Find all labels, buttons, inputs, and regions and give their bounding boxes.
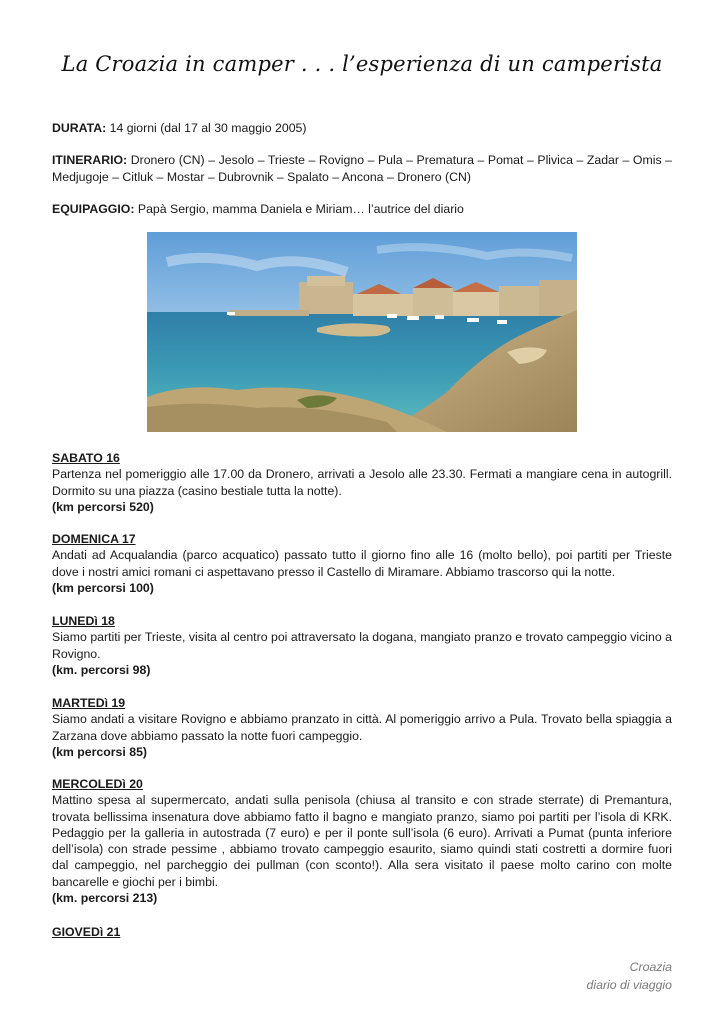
durata-value: 14 giorni (dal 17 al 30 maggio 2005) — [109, 121, 307, 135]
day-text: Partenza nel pomeriggio alle 17.00 da Dronero, arrivati a Jesolo alle 23.30. Fermati a mangiare cena in autogrill. Dormito su una piazza (casino bestiale tutta la notte). — [52, 467, 672, 498]
equipaggio-line — [52, 201, 672, 218]
equipaggio-label: EQUIPAGGIO: — [52, 202, 135, 216]
day-text: Siamo partiti per Trieste, visita al centro poi attraversato la dogana, mangiato pranzo e trovato campeggio vicino a Rovigno. — [52, 630, 672, 661]
durata-line — [52, 120, 672, 137]
km-traveled: (km. percorsi 213) — [52, 891, 158, 906]
day-heading: LUNEDì 18 — [52, 614, 115, 628]
durata-label: DURATA: — [52, 121, 107, 135]
page-title: La Croazia in camper . . . l’esperienza di un camperista — [61, 52, 663, 76]
equipaggio-value: Papà Sergio, mamma Daniela e Miriam… l’autrice del diario — [137, 202, 464, 216]
km-traveled: (km percorsi 520) — [52, 499, 154, 514]
dubrovnik-harbor-photo — [147, 232, 577, 432]
day-text: Andati ad Acqualandia (parco acquatico) passato tutto il giorno fino alle 16 (molto bello), poi partiti per Trieste dove i nostri amici romani ci aspettavano presso il Castello di Miramare. Abbiamo trascorso qui la notte. — [52, 548, 672, 579]
itinerario-value: Dronero (CN) – Jesolo – Trieste – Rovigno – Pula – Prematura – Pomat – Plivica – Zadar – Omis – Medjugoje – Citluk – Mostar – Dubrovnik – Spalato – Ancona – Dronero (CN) — [52, 153, 672, 184]
itinerario-label: ITINERARIO: — [52, 153, 128, 167]
km-traveled: (km percorsi 100) — [52, 580, 154, 595]
diary-day — [52, 531, 672, 596]
diary-day — [52, 924, 672, 940]
day-text: Siamo andati a visitare Rovigno e abbiamo pranzato in città. Al pomeriggio arrivo a Pula. Trovato bella spiaggia a Zarzana dove abbiamo passato la notte fuori campeggio. — [52, 712, 672, 743]
day-heading: SABATO 16 — [52, 451, 120, 465]
day-heading: GIOVEDì 21 — [52, 925, 121, 939]
diary-day — [52, 450, 672, 515]
itinerario-line — [52, 152, 672, 185]
day-heading: MERCOLEDì 20 — [52, 777, 143, 791]
diary-day — [52, 776, 672, 906]
page-footer — [587, 958, 672, 994]
day-heading: DOMENICA 17 — [52, 532, 136, 546]
footer-line-2: diario di viaggio — [586, 978, 672, 992]
diary-day — [52, 695, 672, 760]
day-text: Mattino spesa al supermercato, andati sulla penisola (chiusa al transito e con strade sterrate) di Premantura, trovata bellissima insenatura dove abbiamo fatto il bagno e mangiato pranzo, siamo poi partiti per l’isola di KRK. Pedaggio per la galleria in autostrada (7 euro) e per il ponte sull’isola (6 euro). Arrivati a Pumat (punta inferiore dell’isola) con strade pessime , abbiamo trovato campeggio esaurito, siamo quindi stati costretti a dormire fuori dal campeggio, nel parcheggio dei pullman (con sconto!). Alla sera visitato il paese molto carino con molte bancarelle e giochi per i bimbi. — [52, 793, 672, 889]
km-traveled: (km percorsi 85) — [52, 744, 148, 759]
km-traveled: (km. percorsi 98) — [52, 662, 151, 677]
diary-day — [52, 613, 672, 678]
footer-line-1: Croazia — [629, 960, 672, 974]
day-heading: MARTEDì 19 — [52, 696, 126, 710]
